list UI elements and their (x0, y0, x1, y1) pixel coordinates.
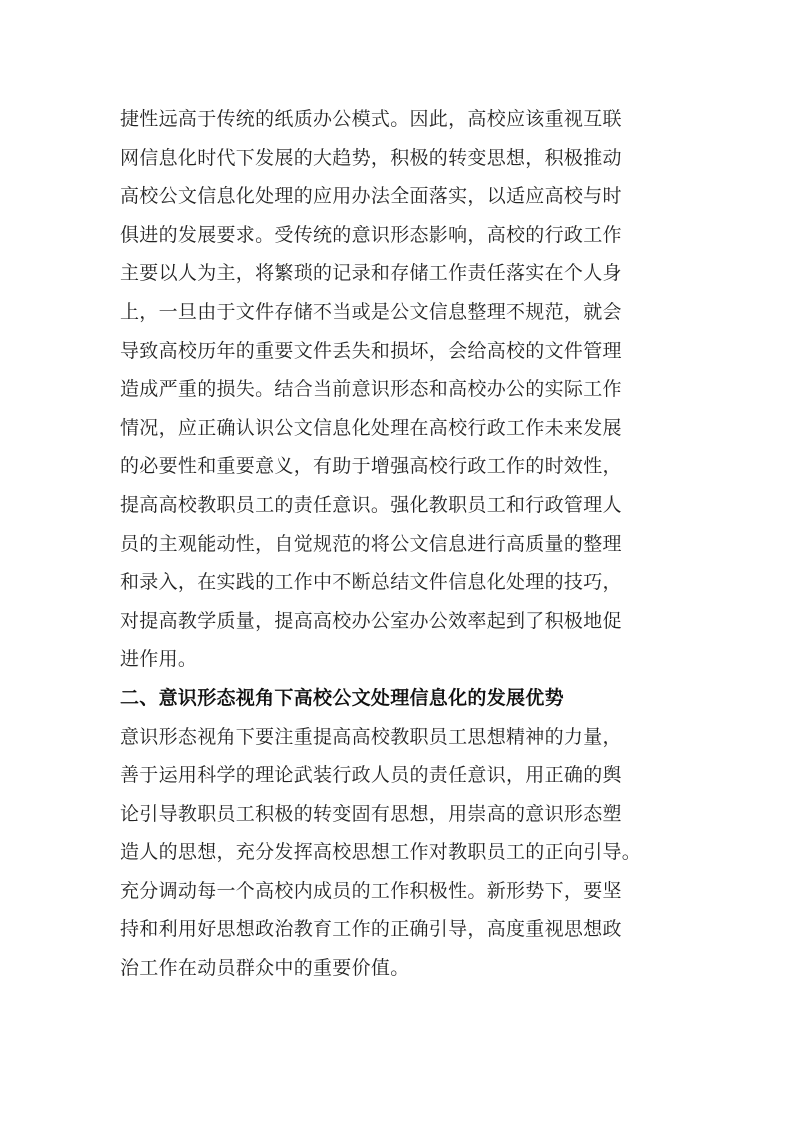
text-line: 高校公文信息化处理的应用办法全面落实，以适应高校与时 (120, 185, 622, 208)
text-line: 充分调动每一个高校内成员的工作积极性。新形势下，要坚 (120, 879, 622, 902)
text-line: 持和利用好思想政治教育工作的正确引导，高度重视思想政 (120, 918, 622, 941)
document-body (120, 100, 700, 988)
text-line: 网信息化时代下发展的大趋势，积极的转变思想，积极推动 (120, 146, 622, 169)
text-line: 上，一旦由于文件存储不当或是公文信息整理不规范，就会 (120, 300, 622, 323)
text-line: 导致高校历年的重要文件丢失和损坏，会给高校的文件管理 (120, 339, 622, 362)
paragraph-1 (120, 100, 700, 679)
text-line: 主要以人为主，将繁琐的记录和存储工作责任落实在个人身 (120, 262, 622, 285)
text-line: 捷性远高于传统的纸质办公模式。因此，高校应该重视互联 (120, 108, 622, 130)
text-line: 进作用。 (120, 648, 198, 671)
text-line: 员的主观能动性，自觉规范的将公文信息进行高质量的整理 (120, 532, 622, 555)
text-line: 提高高校教职员工的责任意识。强化教职员工和行政管理人 (120, 493, 622, 516)
text-line: 对提高教学质量，提高高校办公室办公效率起到了积极地促 (120, 609, 622, 632)
paragraph-2 (120, 718, 700, 988)
text-line: 和录入，在实践的工作中不断总结文件信息化处理的技巧， (120, 571, 622, 594)
text-line: 的必要性和重要意义，有助于增强高校行政工作的时效性， (120, 455, 622, 478)
text-line: 造人的思想，充分发挥高校思想工作对教职员工的正向引导。 (120, 841, 642, 864)
text-line: 治工作在动员群众中的重要价值。 (120, 957, 410, 980)
section-heading: 二、意识形态视角下高校公文处理信息化的发展优势 (120, 686, 564, 709)
text-line: 造成严重的损失。结合当前意识形态和高校办公的实际工作 (120, 378, 622, 401)
text-line: 论引导教职员工积极的转变固有思想，用崇高的意识形态塑 (120, 802, 622, 825)
text-line: 意识形态视角下要注重提高高校教职员工思想精神的力量， (120, 725, 622, 748)
text-line: 俱进的发展要求。受传统的意识形态影响，高校的行政工作 (120, 223, 622, 246)
text-line: 善于运用科学的理论武装行政人员的责任意识，用正确的舆 (120, 764, 622, 787)
text-line: 情况，应正确认识公文信息化处理在高校行政工作未来发展 (120, 416, 622, 439)
